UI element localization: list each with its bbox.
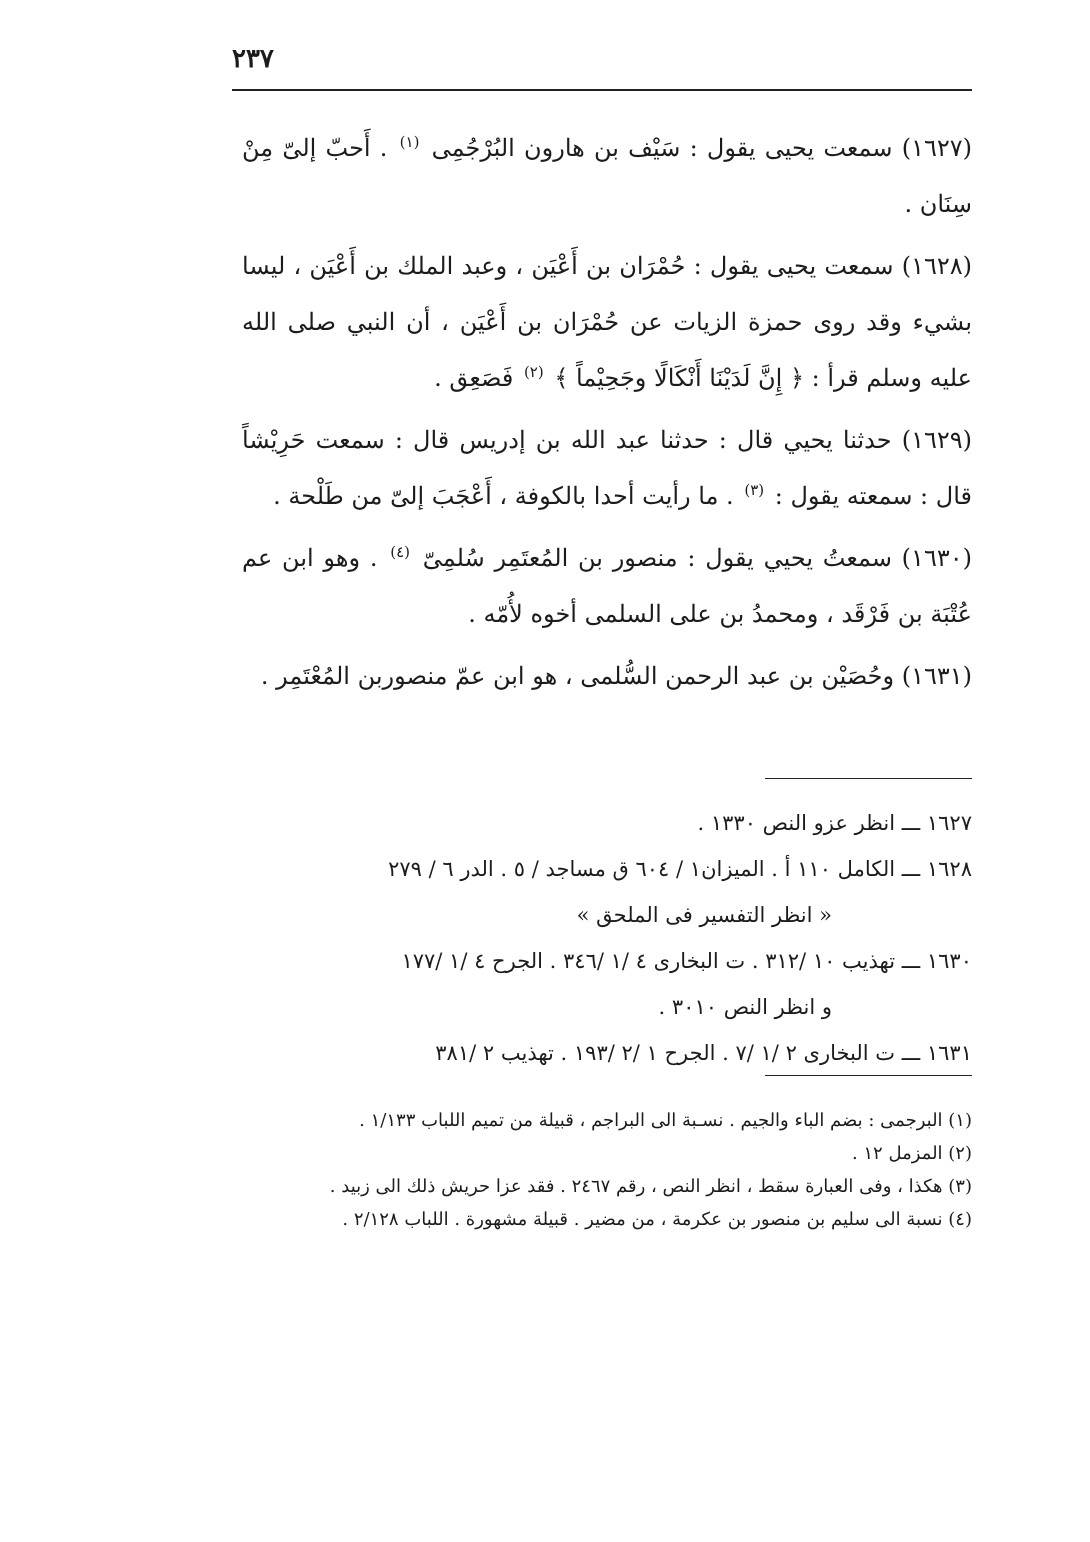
footnotes: [232, 1105, 972, 1237]
entry-text: . وهو ابن عم عُتْبَة بن فَرْقَد ، ومحمدُ بن على السلمى أخوه لأُمّه .: [242, 544, 972, 628]
source-references: [242, 800, 972, 1076]
entry-text: (١٦٣٠) سمعتُ يحيي يقول : منصور بن المُعتَمِر سُلمِىّ: [422, 544, 972, 572]
reference-continuation: « انظر التفسير فى الملحق »: [576, 903, 832, 927]
footnote: (٣) هكذا ، وفى العبارة سقط ، انظر النص ، رقم ٢٤٦٧ . فقد عزا حريش ذلك الى زبيد .: [329, 1176, 972, 1197]
entry-1628: [242, 238, 972, 406]
footnote-ref: (٣): [744, 481, 765, 499]
entry-1630: [242, 530, 972, 642]
entry-text: (١٦٢٨) سمعت يحيى يقول : حُمْرَان بن أَعْيَن ، وعبد الملك بن أَعْيَن ، ليسا بشيء وقد روى حمزة الزيات عن حُمْرَان بن أَعْيَن ، أن النبي صلى الله عليه وسلم قرأ : ﴿ إِنَّ لَدَيْنَا أَنْكَالًا وجَحِيْماً ﴾: [242, 252, 972, 392]
footnote: (٤) نسبة الى سليم بن منصور بن عكرمة ، من مضير . قبيلة مشهورة . اللباب ٢/١٢٨ .: [342, 1209, 972, 1230]
main-text: [242, 120, 972, 710]
footnote-ref: (٢): [523, 363, 544, 381]
entry-text: . أَحبّ إلىّ مِنْ سِنَان .: [242, 134, 972, 218]
reference-line: ١٦٢٨ ـــ الكامل ١١٠ أ . الميزان١ / ٦٠٤ ق مساجد / ٥ . الدر ٦ / ٢٧٩: [388, 857, 972, 881]
page-number: ٢٣٧: [232, 44, 274, 74]
entry-1627: [242, 120, 972, 232]
entry-1631: [242, 648, 972, 704]
reference-line: ١٦٣١ ـــ ت البخارى ٢ /١ /٧ . الجرح ١ /٢ /١٩٣ . تهذيب ٢ /٣٨١: [435, 1041, 972, 1065]
entry-text: (١٦٢٩) حدثنا يحيي قال : حدثنا عبد الله بن إدريس قال : سمعت حَرِيْشاً قال : سمعته يقول :: [242, 426, 972, 510]
reference-line: ١٦٣٠ ـــ تهذيب ١٠ /٣١٢ . ت البخارى ٤ /١ /٣٤٦ . الجرح ٤ /١ /١٧٧: [401, 949, 972, 973]
footnote: (١) البرجمى : بضم الباء والجيم . نسـبة الى البراجم ، قبيلة من تميم اللباب ١/١٣٣ .: [359, 1110, 972, 1131]
entry-text: فَصَعِق .: [434, 364, 514, 392]
footnote-ref: (١): [399, 133, 420, 151]
entry-1629: [242, 412, 972, 524]
section-divider: [765, 778, 972, 779]
entry-text: (١٦٣١) وحُصَيْن بن عبد الرحمن السُّلمى ، هو ابن عمّ منصوربن المُعْتَمِر .: [260, 662, 972, 690]
footnote-divider: [765, 1075, 972, 1076]
reference-line: ١٦٢٧ ـــ انظر عزو النص ١٣٣٠ .: [697, 811, 972, 835]
entry-text: (١٦٢٧) سمعت يحيى يقول : سَيْف بن هارون البُرْجُمِى: [431, 134, 972, 162]
footnote-ref: (٤): [390, 543, 410, 561]
entry-text: . ما رأيت أحدا بالكوفة ، أَعْجَبَ إلىّ من طَلْحة .: [273, 482, 734, 510]
reference-continuation: و انظر النص ٣٠١٠ .: [658, 995, 832, 1019]
footnote: (٢) المزمل ١٢ .: [851, 1143, 972, 1164]
header-rule: [232, 89, 972, 91]
